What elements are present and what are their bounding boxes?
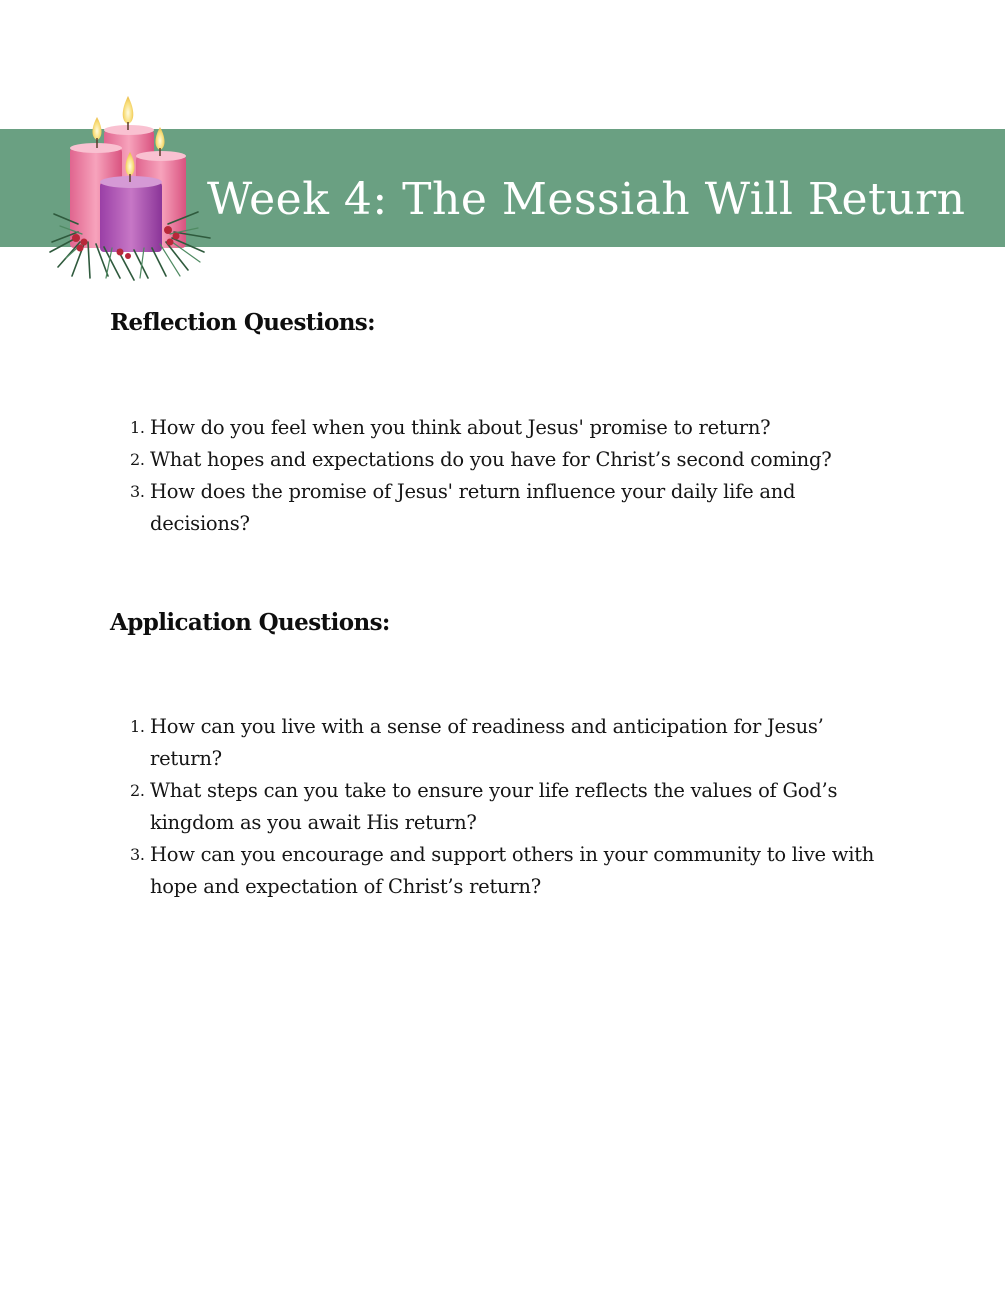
list-item bbox=[130, 839, 890, 903]
question-text: What hopes and expectations do you have for Christ’s second coming? bbox=[150, 448, 832, 471]
list-item bbox=[130, 711, 890, 775]
question-text: What steps can you take to ensure your life reflects the values of God’s kingdom as you await His return? bbox=[150, 779, 838, 834]
question-text: How can you encourage and support others in your community to live with hope and expectation of Christ’s return? bbox=[150, 843, 875, 898]
question-number: 2. bbox=[130, 781, 145, 800]
question-number: 2. bbox=[130, 450, 145, 469]
question-number: 1. bbox=[130, 418, 145, 437]
reflection-questions-list bbox=[130, 412, 890, 540]
list-item bbox=[130, 444, 890, 476]
application-heading: Application Questions: bbox=[110, 609, 390, 636]
list-item bbox=[130, 775, 890, 839]
question-number: 1. bbox=[130, 717, 145, 736]
reflection-heading: Reflection Questions: bbox=[110, 309, 376, 336]
question-number: 3. bbox=[130, 482, 145, 501]
question-text: How does the promise of Jesus' return influence your daily life and decisions? bbox=[150, 480, 796, 535]
application-questions-list bbox=[130, 711, 890, 903]
question-text: How do you feel when you think about Jesus' promise to return? bbox=[150, 416, 771, 439]
list-item bbox=[130, 476, 890, 540]
page-title: Week 4: The Messiah Will Return bbox=[207, 174, 966, 225]
list-item bbox=[130, 412, 890, 444]
advent-candles-icon bbox=[48, 92, 216, 284]
question-number: 3. bbox=[130, 845, 145, 864]
question-text: How can you live with a sense of readiness and anticipation for Jesus’ return? bbox=[150, 715, 824, 770]
